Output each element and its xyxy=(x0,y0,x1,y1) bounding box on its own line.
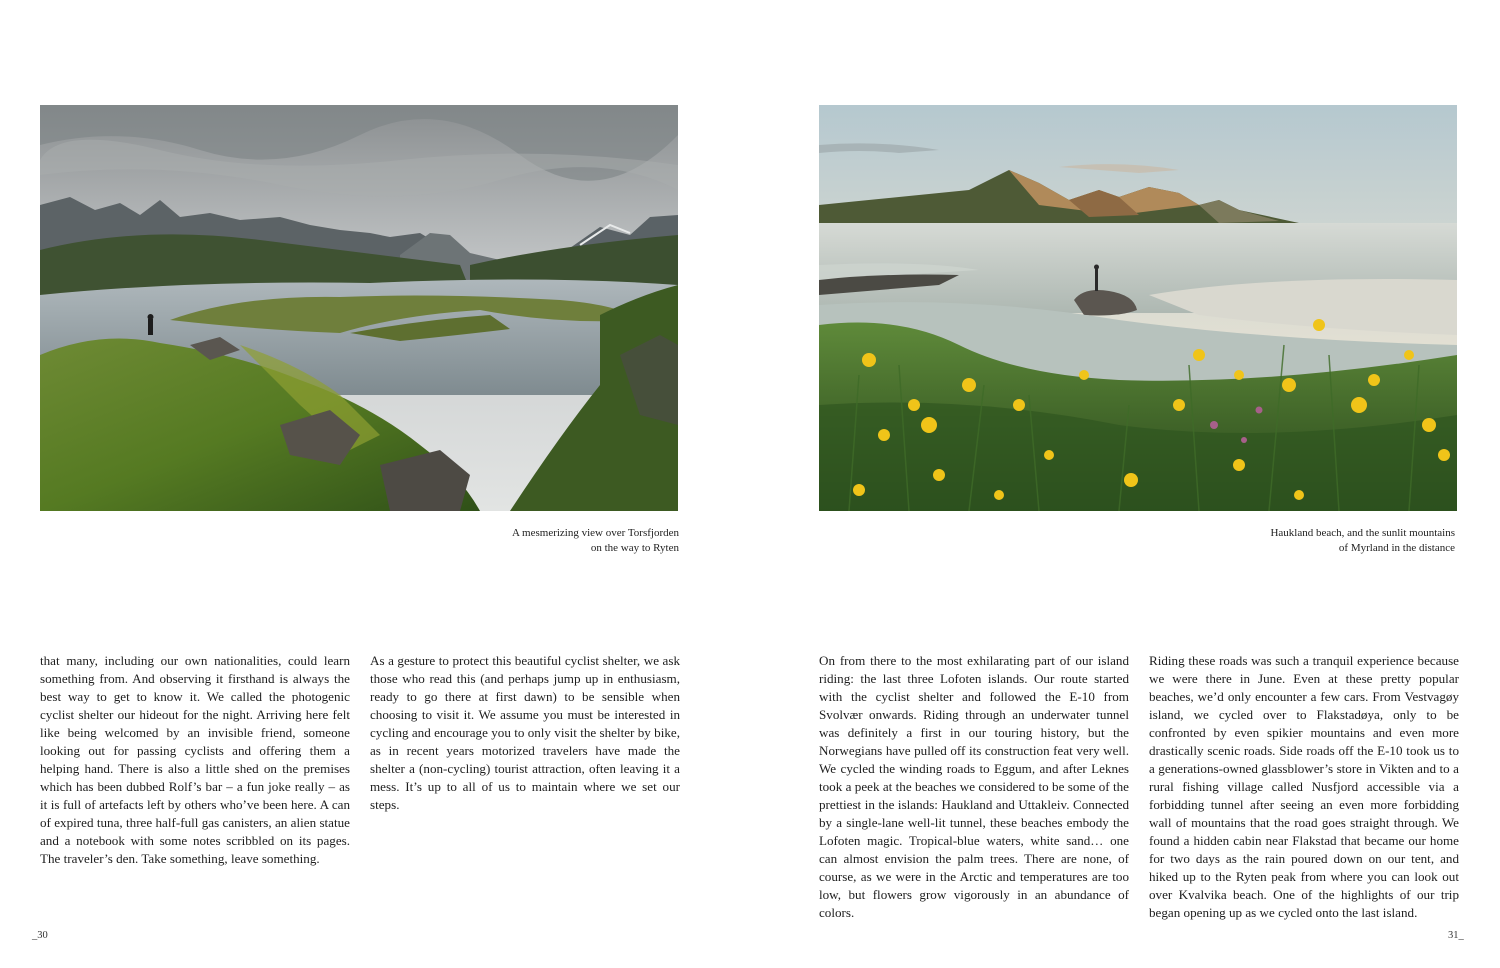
caption-left-line2: on the way to Ryten xyxy=(590,542,679,554)
body-column-3: On from there to the most exhilarating part of our island riding: the last three Lofoten islands. Our route started with the cyclist shelter and followed the E-10 from Svolvær onwards. Riding through an underwater tunnel was definitely a first in our touring history, but the Norwegians have pulled off its construction feat very well. We cycled the winding roads to Eggum, and after Leknes took a peek at the beaches we considered to be some of the prettiest in the islands: Haukland and Uttakleiv. Connected by a single-lane well-lit tunnel, these beaches embody the Lofoten magic. Tropical-blue waters, white sand… one can almost envision the palm trees. There are none, of course, as we were in the Arctic and temperatures are too low, but flowers grow vigorously in an abundance of colors. xyxy=(819,653,1129,920)
caption-left xyxy=(379,526,679,556)
body-column-4: Riding these roads was such a tranquil experience because we were there in June. Even at these pretty popular beaches, we’d only encounter a few cars. From Vestvagøy island, we cycled over to Flakstadøya, only to be confronted by even spikier mountains and even more drastically scenic roads. Side roads off the E-10 took us to a generations-owned glassblower’s store in Vikten and to a rural fishing village called Nusfjord accessible via a forbidding tunnel after seeing an even more forbidding wall of mountains that the road goes straight through. We found a hidden cabin near Flakstad that became our home for two days as the rain poured down on our tent, and hiked up to the Ryten peak from where you can look out over Kvalvika beach. One of the highlights of our trip began opening up as we cycled onto the last island. xyxy=(1149,653,1459,920)
page-number-left: _30 xyxy=(32,930,48,941)
fjord-photo xyxy=(40,105,678,511)
caption-right xyxy=(1155,526,1455,556)
beach-photo xyxy=(819,105,1457,511)
body-column-2: As a gesture to protect this beautiful cyclist shelter, we ask those who read this (and perhaps jump up in enthusiasm, ready to go there at first dawn) to be sensible when choosing to visit it. We assume you must be interested in cycling and encourage you to only visit the shelter by bike, as in recent years motorized travelers have made the shelter a (non-cycling) tourist attraction, often leaving it a mess. It’s up to all of us to maintain where we set our steps. xyxy=(370,653,680,812)
page-number-right: 31_ xyxy=(1448,930,1464,941)
caption-left-line1: A mesmerizing view over Torsfjorden xyxy=(511,527,679,539)
caption-right-line1: Haukland beach, and the sunlit mountains xyxy=(1270,527,1455,539)
caption-right-line2: of Myrland in the distance xyxy=(1338,542,1455,554)
body-column-1: that many, including our own nationalities, could learn something from. And observing it firsthand is always the best way to get to know it. We called the photogenic cyclist shelter our hideout for the night. Arriving here felt like being welcomed by an invisible friend, someone looking out for passing cyclists and offering them a helping hand. There is also a little shed on the premises which has been dubbed Rolf’s bar – a fun joke really – as it is full of artefacts left by others who’ve been here. A can of expired tuna, three half-full gas canisters, an alien statue and a notebook with some notes scribbled on its pages. The traveler’s den. Take something, leave something. xyxy=(40,653,350,866)
